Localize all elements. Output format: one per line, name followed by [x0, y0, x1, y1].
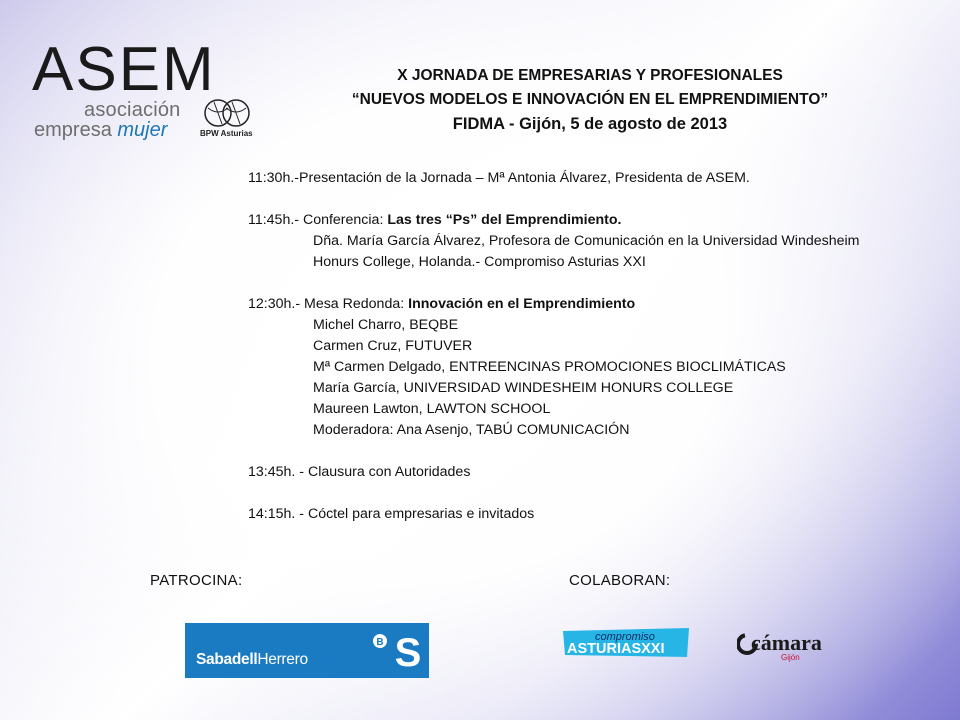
event-subtitle: “NUEVOS MODELOS E INNOVACIÓN EN EL EMPRENDIMIENTO”: [351, 91, 829, 108]
program-title: Innovación en el Emprendimiento: [408, 296, 636, 312]
logo-line2-a: empresa: [34, 119, 112, 141]
svg-text:S: S: [394, 635, 422, 669]
moderator: Moderadora: Ana Asenjo, TABÚ COMUNICACIÓN: [313, 422, 630, 438]
svg-text:B: B: [376, 637, 384, 648]
program-schedule: [248, 168, 859, 525]
event-header: [280, 64, 900, 136]
panelist: Mª Carmen Delgado, ENTREENCINAS PROMOCIONES BIOCLIMÁTICAS: [313, 359, 786, 375]
panelist: Maureen Lawton, LAWTON SCHOOL: [313, 401, 551, 417]
program-item: 14:15h. - Cóctel para empresarias e invitados: [248, 506, 535, 522]
panelist: María García, UNIVERSIDAD WINDESHEIM HONURS COLLEGE: [313, 380, 734, 396]
program-item: [248, 294, 859, 315]
program-item: [248, 210, 859, 231]
program-item: 11:30h.-Presentación de la Jornada – Mª Antonia Álvarez, Presidenta de ASEM.: [248, 170, 750, 186]
compromiso-top-text: compromiso: [595, 631, 655, 643]
s-icon: [393, 635, 423, 669]
logo-line2: [34, 120, 167, 140]
sponsor-label: PATROCINA:: [150, 572, 243, 589]
program-detail: Dña. María García Álvarez, Profesora de Comunicación en la Universidad Windesheim: [313, 233, 860, 249]
asem-wordmark-text: ASEM: [32, 40, 216, 100]
compromiso-bottom-text: ASTURIASXXI: [567, 641, 665, 657]
asem-wordmark: [32, 40, 264, 100]
compromiso-asturias-logo: [561, 627, 691, 658]
sabadell-name-a: Sabadell: [196, 651, 258, 668]
event-place-date: FIDMA - Gijón, 5 de agosto de 2013: [452, 115, 728, 133]
camara-sub-text: Gijón: [781, 653, 800, 662]
compromiso-logo-graphic: [561, 627, 691, 658]
panelist: Carmen Cruz, FUTUVER: [313, 338, 473, 354]
program-detail: Honurs College, Holanda.- Compromiso Asturias XXI: [313, 254, 646, 270]
program-title: Las tres “Ps” del Emprendimiento.: [387, 212, 622, 228]
program-time: 11:45h.- Conferencia:: [248, 212, 384, 228]
collaborators-label: COLABORAN:: [569, 572, 671, 589]
panelist: Michel Charro, BEQBE: [313, 317, 459, 333]
camara-text: cámara: [751, 630, 822, 655]
logo-line2-b: mujer: [117, 119, 168, 141]
camara-logo-graphic: [737, 625, 837, 665]
logo-line1: asociación: [84, 99, 181, 121]
asem-logo: [32, 40, 264, 140]
program-time: 12:30h.- Mesa Redonda:: [248, 296, 405, 312]
bpw-label: BPW Asturias: [200, 129, 253, 138]
program-item: 13:45h. - Clausura con Autoridades: [248, 464, 471, 480]
sabadell-name-b: Herrero: [257, 651, 308, 668]
sabadell-name: [196, 651, 308, 669]
bpw-globe-icon: [204, 96, 250, 130]
sabadell-herrero-logo: [185, 623, 429, 678]
camara-gijon-logo: [737, 625, 837, 665]
event-title: X JORNADA DE EMPRESARIAS Y PROFESIONALES: [397, 67, 783, 84]
